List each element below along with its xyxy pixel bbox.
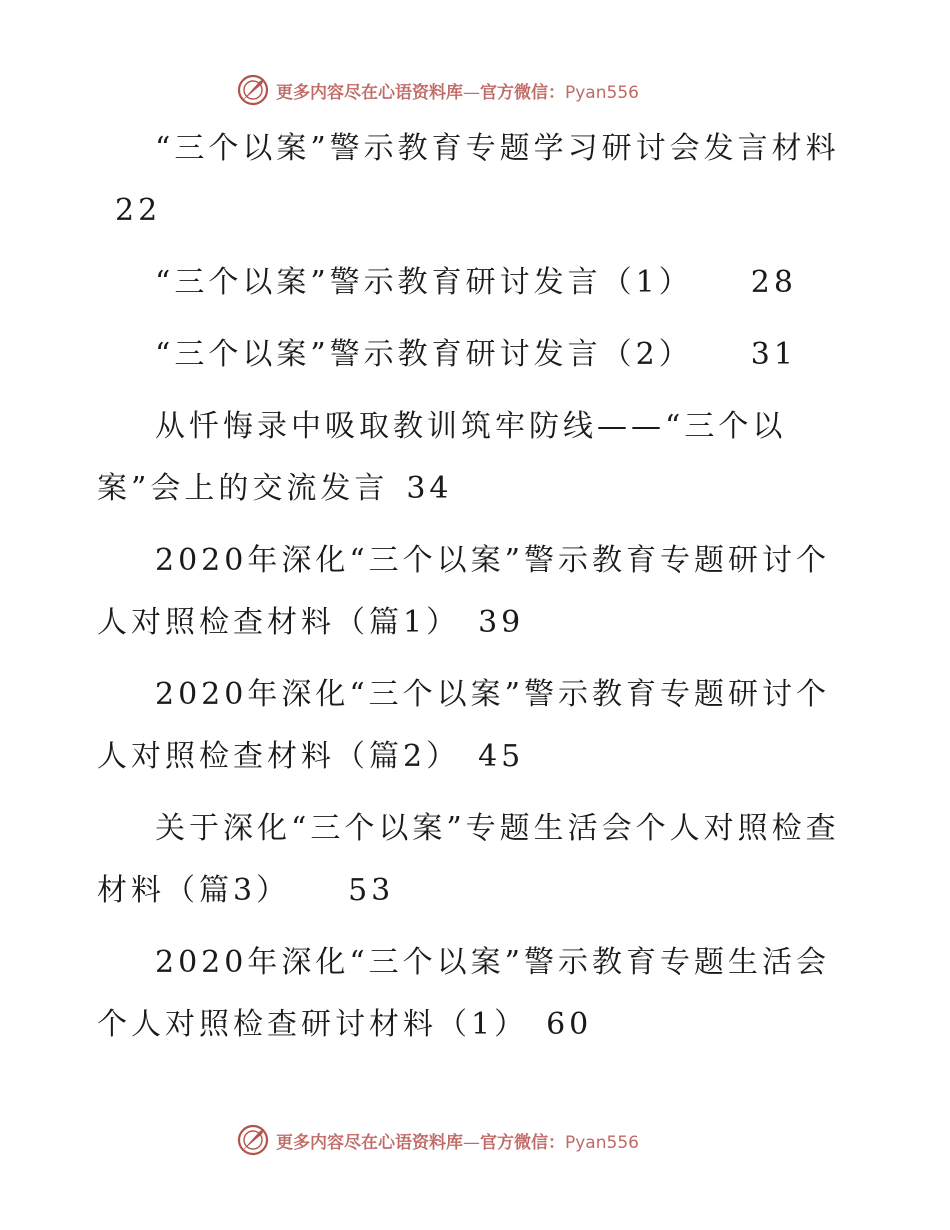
toc-entry — [97, 396, 857, 520]
toc-list — [97, 118, 857, 1066]
watermark-footer — [236, 1122, 756, 1158]
toc-entry-page: 39 — [478, 605, 525, 640]
toc-entry-page: 28 — [750, 265, 797, 300]
toc-entry-title: “三个以案”警示教育专题学习研讨会发言材料 — [155, 131, 840, 166]
toc-entry — [97, 324, 857, 386]
toc-entry-title: 2020年深化“三个以案”警示教育专题研讨个人对照检查材料（篇2） — [97, 677, 831, 774]
toc-entry — [97, 530, 857, 654]
toc-entry-title: 2020年深化“三个以案”警示教育专题生活会个人对照检查研讨材料（1） — [97, 945, 831, 1042]
watermark-header — [236, 72, 756, 108]
toc-entry-title: “三个以案”警示教育研讨发言（2） — [155, 337, 693, 372]
toc-entry-page: 22 — [115, 193, 162, 228]
toc-entry — [97, 798, 857, 922]
watermark-text: 更多内容尽在心语资料库—官方微信：Pyan556 — [276, 82, 639, 103]
toc-entry — [97, 118, 857, 242]
quill-logo-icon — [236, 1123, 270, 1157]
toc-entry — [97, 252, 857, 314]
toc-entry — [97, 664, 857, 788]
toc-entry-page: 53 — [348, 873, 395, 908]
toc-entry-title: 从忏悔录中吸取教训筑牢防线——“三个以案”会上的交流发言 — [97, 409, 787, 506]
toc-entry-page: 31 — [750, 337, 797, 372]
toc-entry-title: 2020年深化“三个以案”警示教育专题研讨个人对照检查材料（篇1） — [97, 543, 831, 640]
watermark-text: 更多内容尽在心语资料库—官方微信：Pyan556 — [276, 1132, 639, 1153]
quill-logo-icon — [236, 73, 270, 107]
toc-entry — [97, 932, 857, 1056]
toc-entry-title: 关于深化“三个以案”专题生活会个人对照检查材料（篇3） — [97, 811, 840, 908]
toc-entry-page: 45 — [478, 739, 525, 774]
toc-entry-page: 34 — [406, 471, 453, 506]
toc-entry-page: 60 — [546, 1007, 593, 1042]
toc-entry-title: “三个以案”警示教育研讨发言（1） — [155, 265, 693, 300]
